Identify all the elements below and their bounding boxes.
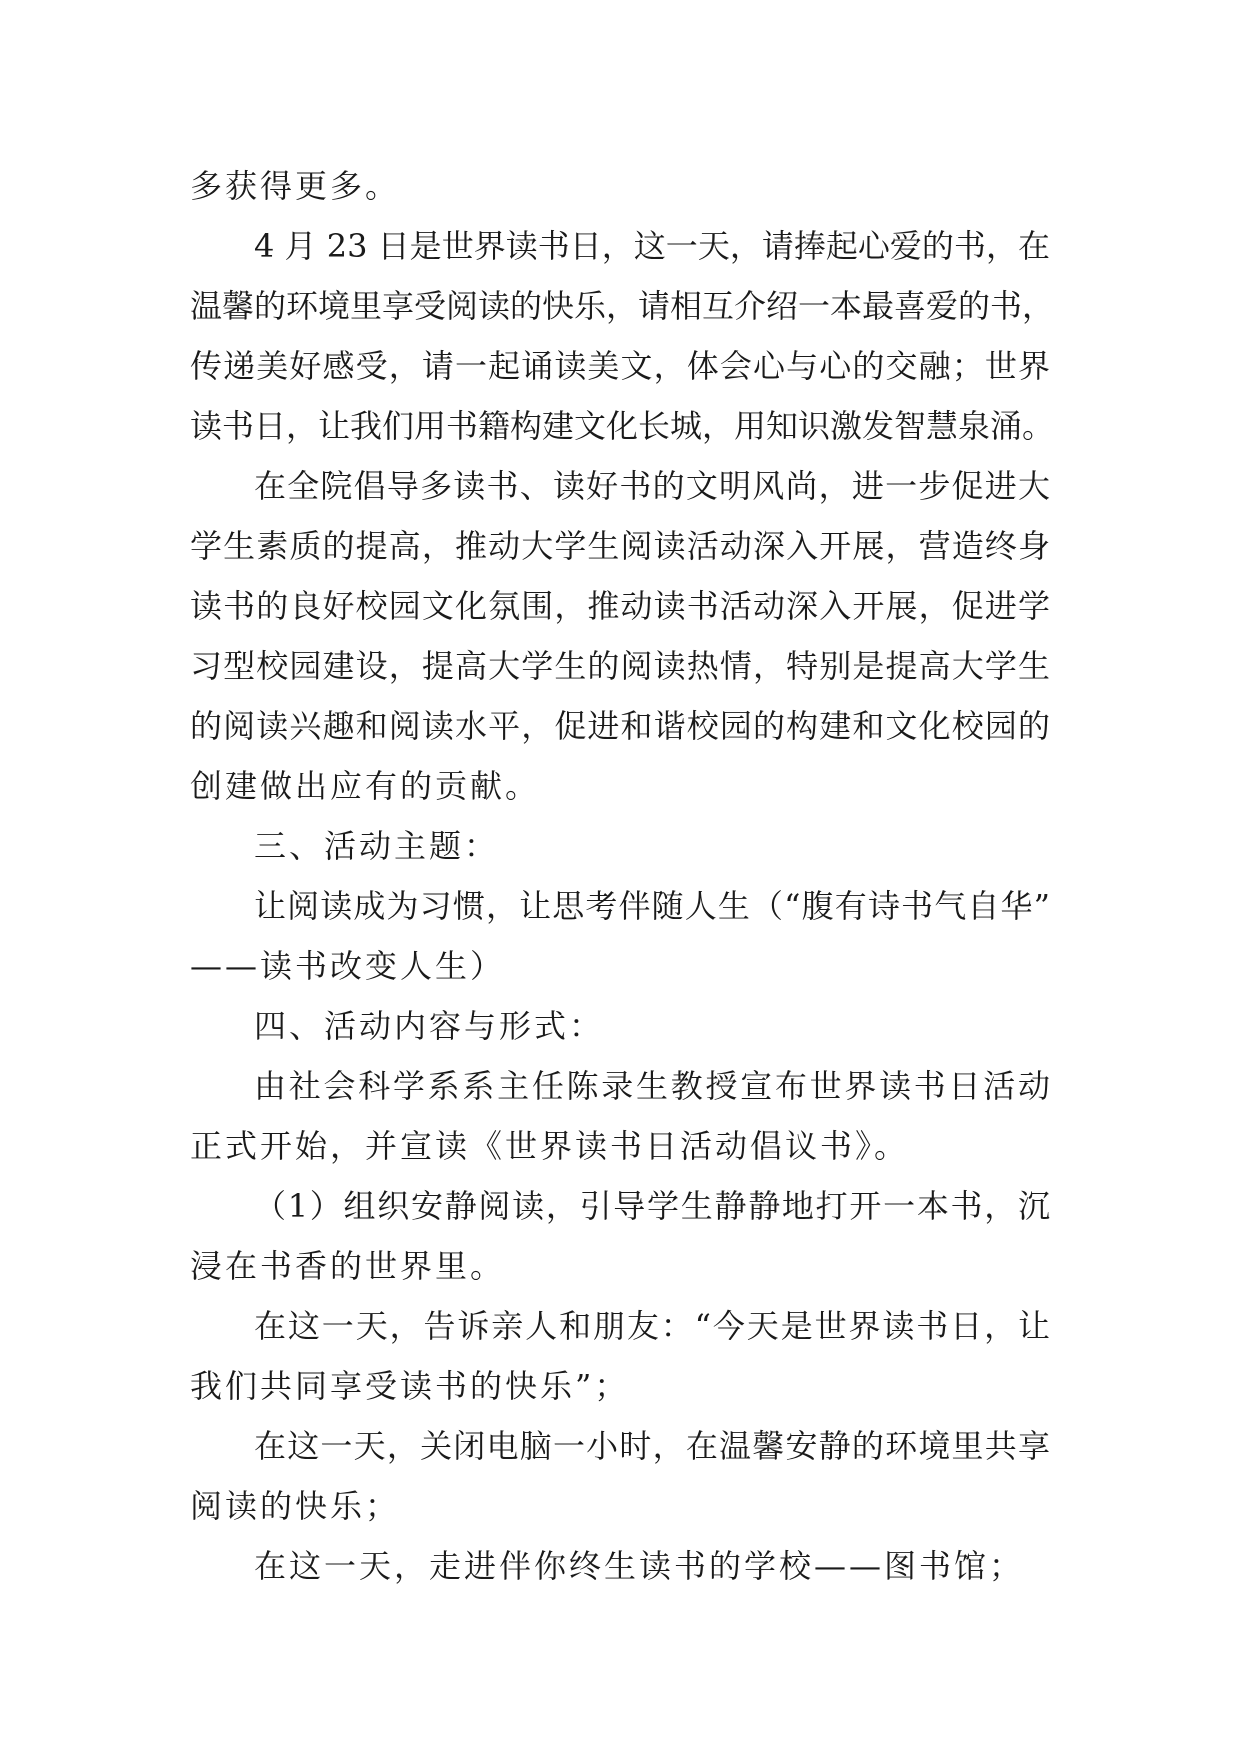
text-line-14: ——读书改变人生） <box>190 947 506 985</box>
text-line-3: 温馨的环境里享受阅读的快乐，请相互介绍一本最喜爱的书， <box>190 287 1055 325</box>
section-heading-content: 四、活动内容与形式： <box>254 1007 605 1045</box>
text-line-11: 创建做出应有的贡献。 <box>190 767 541 805</box>
text-line-8: 读书的良好校园文化氛围，推动读书活动深入开展，促进学 <box>190 587 1050 625</box>
text-line-19: 浸在书香的世界里。 <box>190 1247 506 1285</box>
text-line-6: 在全院倡导多读书、读好书的文明风尚，进一步促进大 <box>254 467 1050 505</box>
text-line-7: 学生素质的提高，推动大学生阅读活动深入开展，营造终身 <box>190 527 1050 565</box>
text-line-21: 我们共同享受读书的快乐”； <box>190 1367 630 1405</box>
text-line-23: 阅读的快乐； <box>190 1487 401 1525</box>
text-line-18: （1）组织安静阅读，引导学生静静地打开一本书，沉 <box>254 1187 1050 1225</box>
text-line-13: 让阅读成为习惯，让思考伴随人生（“腹有诗书气自华” <box>254 887 1050 925</box>
text-line-24: 在这一天，走进伴你终生读书的学校——图书馆； <box>254 1547 1025 1585</box>
text-line-5: 读书日，让我们用书籍构建文化长城，用知识激发智慧泉涌。 <box>190 407 1055 445</box>
text-line-20: 在这一天，告诉亲人和朋友：“今天是世界读书日，让 <box>254 1307 1050 1345</box>
text-line-4: 传递美好感受，请一起诵读美文，体会心与心的交融；世界 <box>190 347 1050 385</box>
text-line-1: 多获得更多。 <box>190 167 401 205</box>
text-line-2: 4 月 23 日是世界读书日，这一天，请捧起心爱的书，在 <box>254 227 1050 265</box>
text-line-22: 在这一天，关闭电脑一小时，在温馨安静的环境里共享 <box>254 1427 1050 1465</box>
section-heading-theme: 三、活动主题： <box>254 827 500 865</box>
text-line-10: 的阅读兴趣和阅读水平，促进和谐校园的构建和文化校园的 <box>190 707 1050 745</box>
text-line-16: 由社会科学系系主任陈录生教授宣布世界读书日活动 <box>254 1067 1050 1105</box>
text-line-9: 习型校园建设，提高大学生的阅读热情，特别是提高大学生 <box>190 647 1050 685</box>
text-line-17: 正式开始，并宣读《世界读书日活动倡议书》。 <box>190 1127 910 1165</box>
